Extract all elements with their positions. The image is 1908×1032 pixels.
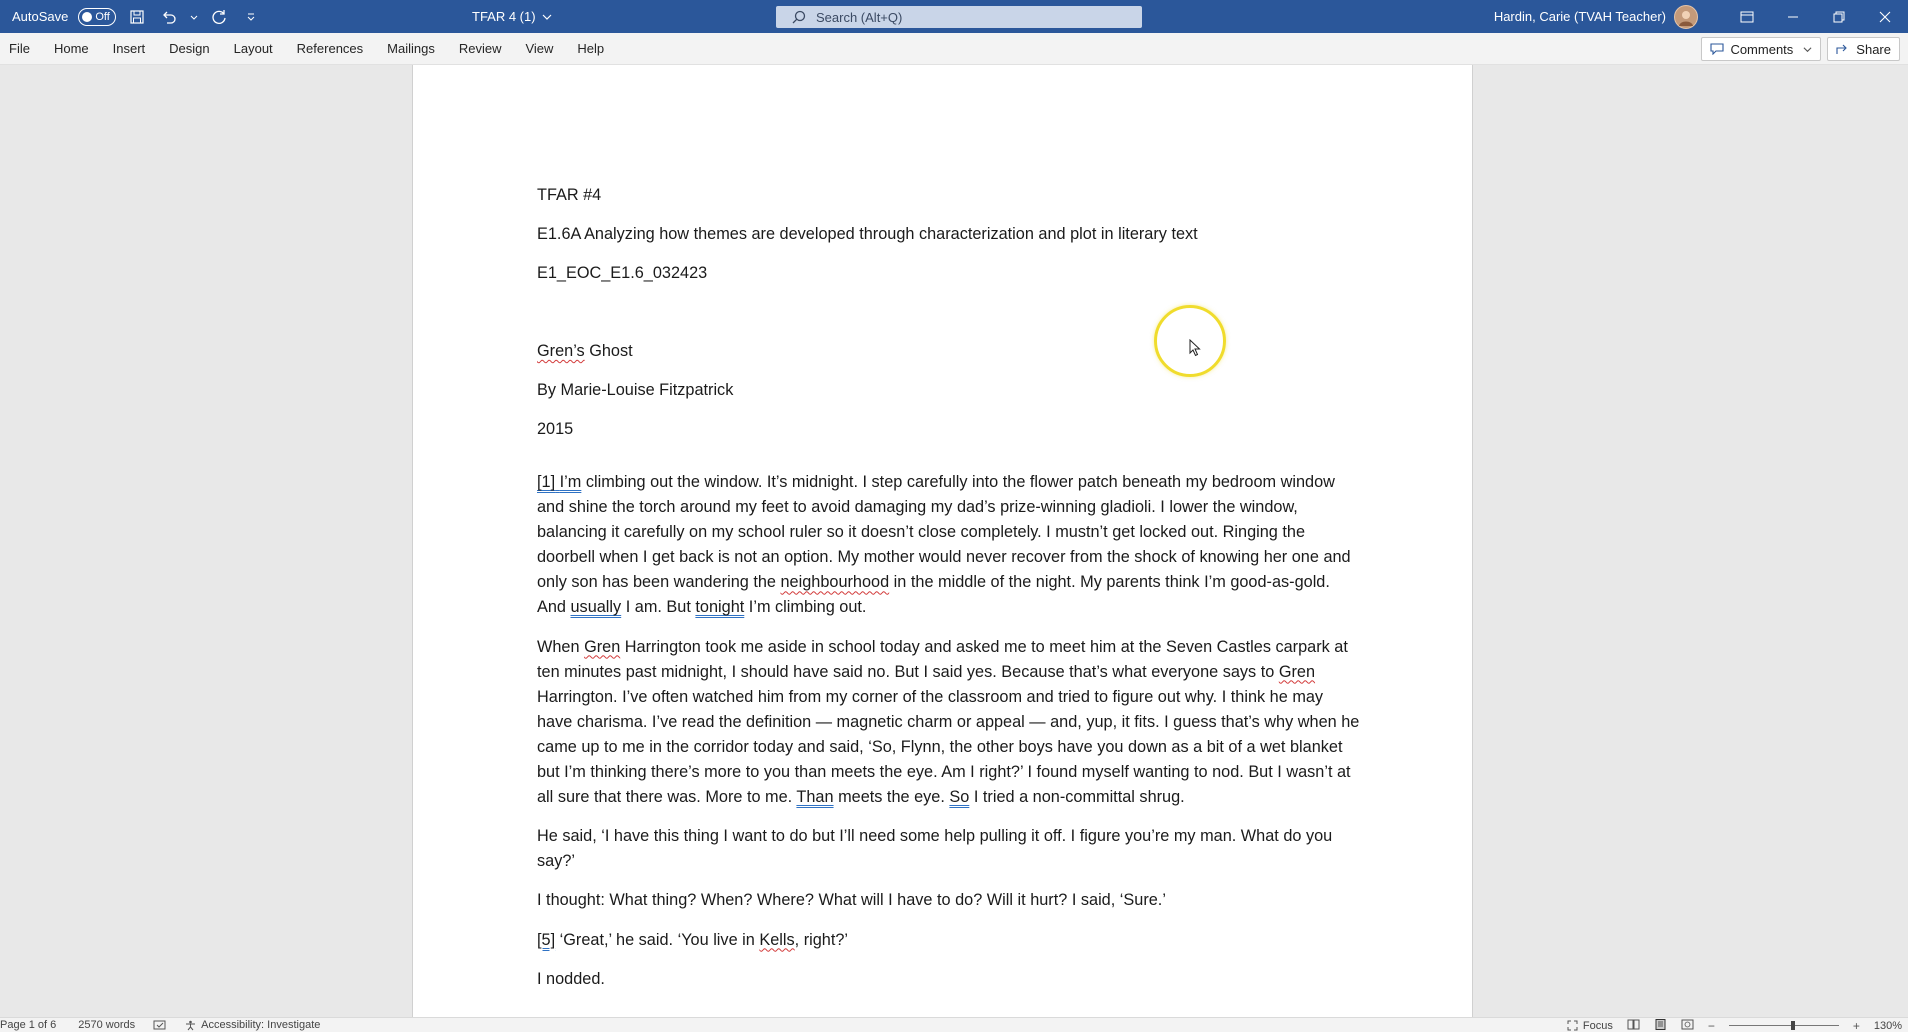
document-title-text: TFAR 4 (1) [472,9,536,24]
code-line: E1_EOC_E1.6_032423 [537,264,708,282]
mouse-pointer-icon [1189,339,1201,357]
paragraph-text: meets the eye. [833,788,950,807]
document-title[interactable] [472,0,552,33]
zoom-out-icon[interactable]: − [1707,1018,1715,1032]
tab-view[interactable]: View [525,41,554,56]
chevron-down-icon [542,12,552,22]
restore-icon[interactable] [1816,0,1862,33]
paragraph-text: in the middle of the night. My parents think I’m good-as-gold. And [537,573,1330,617]
paragraph-text: I am. But [621,598,696,617]
user-name[interactable]: Hardin, Carie (TVAH Teacher) [1493,9,1666,24]
focus-icon [1567,1020,1578,1031]
blank-line [537,293,1361,332]
paragraph-2 [537,635,1361,811]
avatar[interactable] [1674,5,1698,29]
paragraph-5 [537,928,1361,953]
search-placeholder: Search (Alt+Q) [816,9,903,25]
story-title [537,332,1361,371]
paragraph-1 [537,470,1361,621]
tab-review[interactable]: Review [458,41,502,56]
tab-mailings[interactable]: Mailings [387,41,435,56]
search-icon [792,10,806,24]
save-icon[interactable] [126,6,148,28]
accessibility-label: Accessibility: Investigate [201,1019,321,1031]
tab-references[interactable]: References [296,41,364,56]
zoom-slider[interactable] [1729,1025,1839,1026]
paragraph-marker: [5] [537,930,556,949]
status-bar [0,1017,1908,1032]
web-layout-icon[interactable] [1681,1019,1694,1032]
tab-home[interactable]: Home [53,41,89,56]
zoom-level[interactable]: 130% [1873,1019,1902,1032]
share-button[interactable] [1827,37,1900,61]
comments-label: Comments [1730,41,1794,57]
grammar-flag[interactable]: So [949,788,970,807]
title-bar [0,0,1908,33]
paragraph-text: I tried a non-committal shrug. [969,788,1185,807]
standard-line: E1.6A Analyzing how themes are developed through characterization and plot in literary text [537,225,1198,243]
autosave-label: AutoSave [12,9,69,24]
paragraph-text: Harrington. I’ve often watched him from my corner of the classroom and tried to figure out why. I think he may have charisma. I’ve read the definition — magnetic charm or appeal — and, yup, it fits. I guess that’s why when he came up to me in the corridor today and said, ‘So, Flynn, the other boys have you down as a bit of a wet blanket but I’m thinking there’s more to you than meets the eye. Am I right?’ I found myself wanting to nod. But I wasn’t at all sure that there was. More to me. [537,687,1360,807]
document-page[interactable] [412,65,1473,1017]
word-count[interactable]: 2570 words [78,1019,136,1031]
accessibility-icon [185,1020,196,1031]
toggle-knob [82,12,92,22]
spelling-flag[interactable]: Kells [759,930,795,949]
story-title-rest: Ghost [584,342,633,360]
grammar-flag[interactable]: tonight [695,598,745,617]
page-count[interactable]: Page 1 of 6 [0,1019,57,1031]
ribbon-display-options-icon[interactable] [1724,0,1770,33]
paragraph-text: , right?’ [794,930,849,949]
paragraph-marker: [1] [537,473,556,491]
focus-button[interactable] [1567,1020,1613,1032]
tab-design[interactable]: Design [169,41,210,56]
undo-dropdown-icon[interactable] [190,6,198,28]
paragraph-6: I nodded. [537,969,605,988]
ribbon-tabs [0,33,1908,65]
paragraph-text: I’m climbing out. [744,598,867,617]
spelling-flag[interactable]: neighbourhood [780,573,890,592]
paragraph-text: climbing out the window. It’s midnight. I step carefully into the flower patch beneath my bedroom window and shine the torch around my feet to avoid damaging my dad’s prize-winning gladioli. I lower the window, balancing it carefully on my school ruler so it doesn’t close completely. I mustn’t get locked out. Ringing the doorbell when I get back is not an option. My mother would never recover from the shock of knowing her one and only son has been wandering the [537,473,1351,592]
tab-layout[interactable]: Layout [233,41,273,56]
comments-button[interactable] [1701,37,1821,61]
document-body[interactable] [537,176,1361,1006]
grammar-flag[interactable]: I’m [559,473,582,491]
tab-file[interactable]: File [9,41,30,56]
autosave-state: Off [95,10,110,23]
customize-toolbar-icon[interactable] [240,6,262,28]
redo-icon[interactable] [208,6,230,28]
paragraph-4: I thought: What thing? When? Where? What will I have to do? Will it hurt? I said, ‘Sure.’ [537,891,1166,910]
spelling-flag[interactable]: Gren [584,637,621,656]
spelling-flag[interactable]: Gren’s [537,342,585,360]
author-line: By Marie-Louise Fitzpatrick [537,381,734,399]
minimize-icon[interactable] [1770,0,1816,33]
year-line: 2015 [537,420,574,438]
tab-help[interactable]: Help [577,41,605,56]
accessibility-status[interactable] [185,1019,338,1031]
chevron-down-icon [1803,45,1812,54]
close-icon[interactable] [1862,0,1908,33]
search-input[interactable] [776,6,1142,28]
print-layout-icon[interactable] [1654,1019,1667,1032]
grammar-flag[interactable]: Than [796,788,834,807]
zoom-in-icon[interactable]: + [1852,1018,1860,1032]
spelling-flag[interactable]: Gren [1278,662,1316,681]
paragraph-text: ‘Great,’ he said. ‘You live in [555,930,760,949]
proofing-icon[interactable] [153,1020,185,1031]
share-label: Share [1856,41,1891,57]
paragraph-3: He said, ‘I have this thing I want to do but I’ll need some help pulling it off. I figure you’re my man. What do you say?’ [537,827,1333,871]
read-mode-icon[interactable] [1627,1019,1640,1032]
tab-insert[interactable]: Insert [112,41,146,56]
share-icon [1836,43,1850,55]
assignment-title: TFAR #4 [537,186,602,204]
grammar-flag[interactable]: usually [570,598,622,617]
zoom-slider-thumb[interactable] [1791,1021,1795,1030]
comment-icon [1710,43,1724,55]
undo-icon[interactable] [158,6,180,28]
paragraph-text: When [537,637,585,656]
autosave-toggle[interactable] [78,8,116,26]
paragraph-text: Harrington took me aside in school today and asked me to meet him at the Seven Castles carpark at ten minutes past midnight, I should have said no. But I said yes. Because that’s what everyone says to [537,637,1348,681]
focus-label: Focus [1582,1019,1613,1032]
